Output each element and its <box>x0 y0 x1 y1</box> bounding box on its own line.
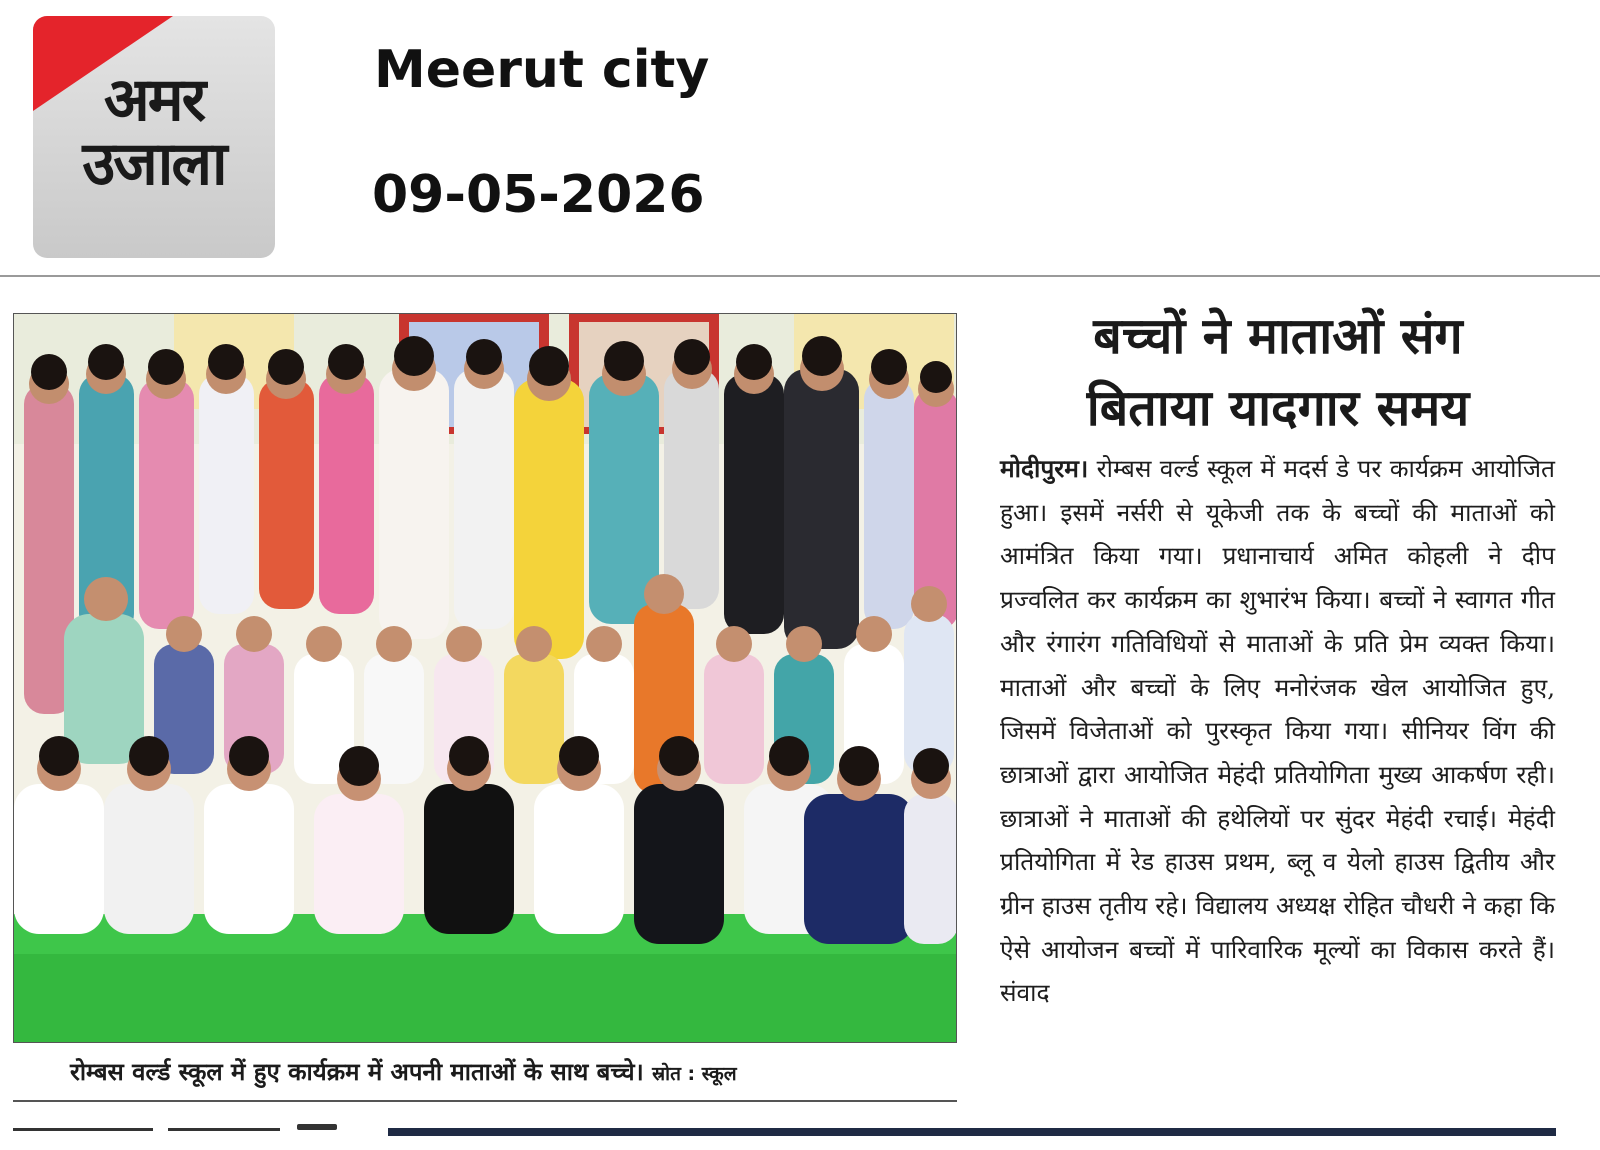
headline-line-2: बिताया यादगार समय <box>1086 379 1470 437</box>
next-article-fragment <box>168 1128 280 1131</box>
header-divider <box>0 275 1600 277</box>
article-headline <box>998 300 1558 444</box>
edition-date: 09-05-2026 <box>372 165 705 225</box>
article-dateline: मोदीपुरम। <box>1000 454 1089 483</box>
logo-text <box>33 65 275 199</box>
headline-line-1: बच्चों ने माताओं संग <box>1093 307 1463 365</box>
article-body <box>1000 447 1555 1015</box>
caption-divider <box>13 1100 957 1102</box>
newspaper-logo <box>33 16 275 258</box>
group-photo <box>13 313 957 1043</box>
next-photo-edge <box>388 1128 1556 1136</box>
article-text: रोम्बस वर्ल्ड स्कूल में मदर्स डे पर कार्यक्रम आयोजित हुआ। इसमें नर्सरी से यूकेजी तक के बच्चों की माताओं को आमंत्रित किया गया। प्रधानाचार्य अमित कोहली ने दीप प्रज्वलित कर कार्यक्रम का शुभारंभ किया। बच्चों ने स्वागत गीत और रंगारंग गतिविधियों से माताओं के प्रति प्रेम व्यक्त किया। माताओं और बच्चों के लिए मनोरंजक खेल आयोजित हुए, जिसमें विजेताओं को पुरस्कृत किया गया। सीनियर विंग की छात्राओं द्वारा आयोजित मेहंदी प्रतियोगिता मुख्य आकर्षण रही। छात्राओं ने माताओं की हथेलियों पर सुंदर मेहंदी रचाई। मेहंदी प्रतियोगिता में रेड हाउस प्रथम, ब्लू व येलो हाउस द्वितीय और ग्रीन हाउस तृतीय रहे। विद्यालय अध्यक्ष रोहित चौधरी ने कहा कि ऐसे आयोजन बच्चों में पारिवारिक मूल्यों का विकास करते हैं। <box>1000 454 1555 964</box>
group-photo-illustration <box>14 314 957 1043</box>
next-article-fragment <box>297 1124 337 1130</box>
caption-text: रोम्बस वर्ल्ड स्कूल में हुए कार्यक्रम में अपनी माताओं के साथ बच्चे। <box>70 1058 644 1086</box>
photo-credit: स्रोत : स्कूल <box>652 1063 737 1085</box>
article-byline: संवाद <box>1000 978 1050 1008</box>
photo-caption <box>70 1055 950 1088</box>
logo-line-2: उजाला <box>82 129 226 199</box>
edition-name: Meerut city <box>374 40 710 100</box>
logo-line-1: अमर <box>103 65 205 135</box>
next-article-fragment <box>13 1128 153 1131</box>
